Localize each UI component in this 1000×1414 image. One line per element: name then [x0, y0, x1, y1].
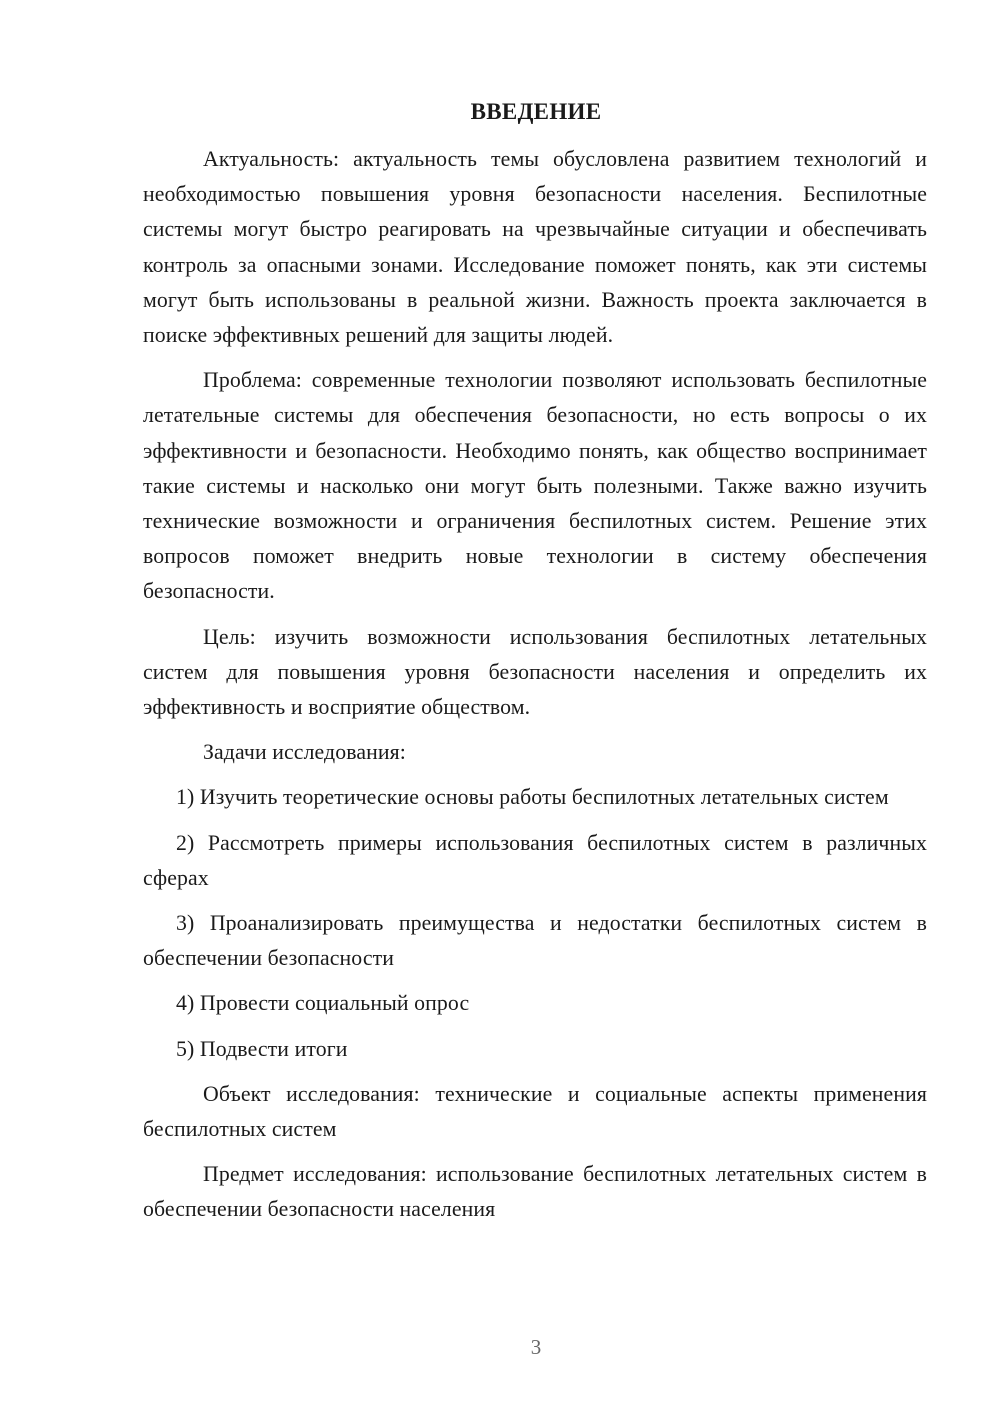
list-item: 3) Проанализировать преимущества и недостатки беспилотных систем в обеспечении безопасности: [143, 911, 927, 971]
paragraph-relevance: Актуальность: актуальность темы обусловлена развитием технологий и необходимостью повышения уровня безопасности населения. Беспилотные системы могут быстро реагировать на чрезвычайные ситуации и обеспечивать контроль за опасными зонами. Исследование поможет понять, как эти системы могут быть использованы в реальной жизни. Важность проекта заключается в поиске эффективных решений для защиты людей.: [143, 147, 927, 348]
page-title: ВВЕДЕНИЕ: [470, 99, 602, 124]
list-item: 2) Рассмотреть примеры использования беспилотных систем в различных сферах: [143, 830, 927, 890]
document-body: [143, 142, 927, 1238]
paragraph-problem: Проблема: современные технологии позволяют использовать беспилотные летательные системы для обеспечения безопасности, но есть вопросы о их эффективности и безопасности. Необходимо понять, как общество воспринимает такие системы и насколько они могут быть полезными. Также важно изучить технические возможности и ограничения беспилотных систем. Решение этих вопросов поможет внедрить новые технологии в систему обеспечения безопасности.: [143, 368, 927, 604]
list-item: 1) Изучить теоретические основы работы беспилотных летательных систем: [176, 785, 889, 810]
paragraph-goal: Цель: изучить возможности использования беспилотных летательных систем для повышения уровня безопасности населения и определить их эффективность и восприятие обществом.: [143, 624, 927, 720]
list-item: 4) Провести социальный опрос: [176, 991, 470, 1016]
paragraph-object: Объект исследования: технические и социальные аспекты применения беспилотных систем: [143, 1081, 927, 1142]
paragraph-tasks-heading: Задачи исследования:: [203, 740, 406, 765]
paragraph-subject: Предмет исследования: использование беспилотных летательных систем в обеспечении безопасности населения: [143, 1162, 927, 1222]
list-item: 5) Подвести итоги: [176, 1036, 348, 1061]
page-number: 3: [530, 1335, 542, 1359]
